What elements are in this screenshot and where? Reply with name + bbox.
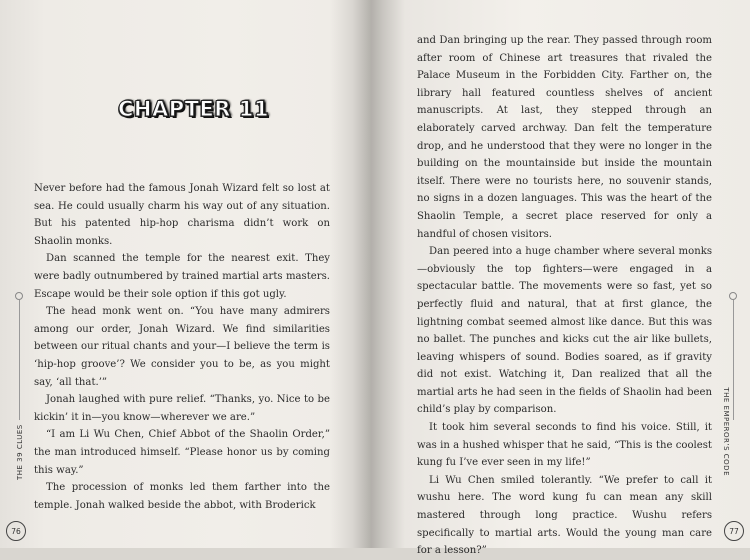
- paragraph: and Dan bringing up the rear. They passed through room after room of Chinese art treasures that rivaled the Palace Museum in the Forbidden City. Farther on, the library hall featured countless shelves of ancient manuscripts. At last, they stepped through an elaborately carved archway. Dan felt the temperature drop, and he understood that they were no longer in the building on the mountainside but inside the mountain itself. There were no tourists here, no souvenir stands, no signs in a dozen languages. This was the heart of the Shaolin Temple, a secret place reserved for only a handful of chosen visitors.: [417, 35, 712, 240]
- margin-rule: [19, 300, 20, 420]
- paragraph: Li Wu Chen smiled tolerantly. “We prefer to call it wushu here. The word kung fu can mean any skill mastered through long practice. Wushu refers specifically to martial arts. Would the young man care for a lesson?”: [417, 474, 712, 557]
- paragraph: “I am Li Wu Chen, Chief Abbot of the Shaolin Order,” the man introduced himself. “Please honor us by coming this way.”: [34, 429, 330, 476]
- left-page: [0, 0, 375, 548]
- margin-ornament: [729, 292, 737, 300]
- paragraph: Dan scanned the temple for the nearest exit. They were badly outnumbered by trained martial arts masters. Escape would be their sole option if this got ugly.: [34, 253, 330, 300]
- left-running-head: THE 39 CLUES: [16, 424, 24, 480]
- page-number: 76: [6, 521, 26, 541]
- paragraph: The procession of monks led them farther into the temple. Jonah walked beside the abbot, with Broderick: [34, 482, 330, 511]
- right-page: [375, 0, 750, 557]
- margin-ornament: [15, 292, 23, 300]
- paragraph: Jonah laughed with pure relief. “Thanks, yo. Nice to be kickin’ it in—you know—wherever we are.”: [34, 394, 330, 423]
- margin-rule: [733, 300, 734, 420]
- paragraph: The head monk went on. “You have many admirers among our order, Jonah Wizard. We find similarities between our ritual chants and your—I believe the term is ‘hip-hop groove’? We consider you to be, as you might say, ‘all that.’”: [34, 306, 330, 388]
- paragraph: It took him several seconds to find his voice. Still, it was in a hushed whisper that he said, “This is the coolest kung fu I’ve ever seen in my life!”: [417, 422, 712, 469]
- left-page-body: [34, 180, 330, 514]
- paragraph: Never before had the famous Jonah Wizard felt so lost at sea. He could usually charm his way out of any situation. But his patented hip-hop charisma didn’t work on Shaolin monks.: [34, 183, 330, 247]
- paragraph: Dan peered into a huge chamber where several monks—obviously the top fighters—were engaged in a spectacular battle. The movements were so fast, yet so perfectly fluid and natural, that at first glance, the lightning combat seemed almost like dance. But this was no ballet. The punches and kicks cut the air like bullets, leaving whispers of sound. Bodies soared, as if gravity did not exist. Watching it, Dan realized that all the martial arts he had seen in the fields of Shaolin had been child’s play by comparison.: [417, 246, 712, 416]
- right-running-head: THE EMPEROR’S CODE: [722, 387, 730, 476]
- chapter-heading: CHAPTER 11: [118, 97, 270, 121]
- right-page-body: [417, 32, 712, 560]
- page-number: 77: [724, 521, 744, 541]
